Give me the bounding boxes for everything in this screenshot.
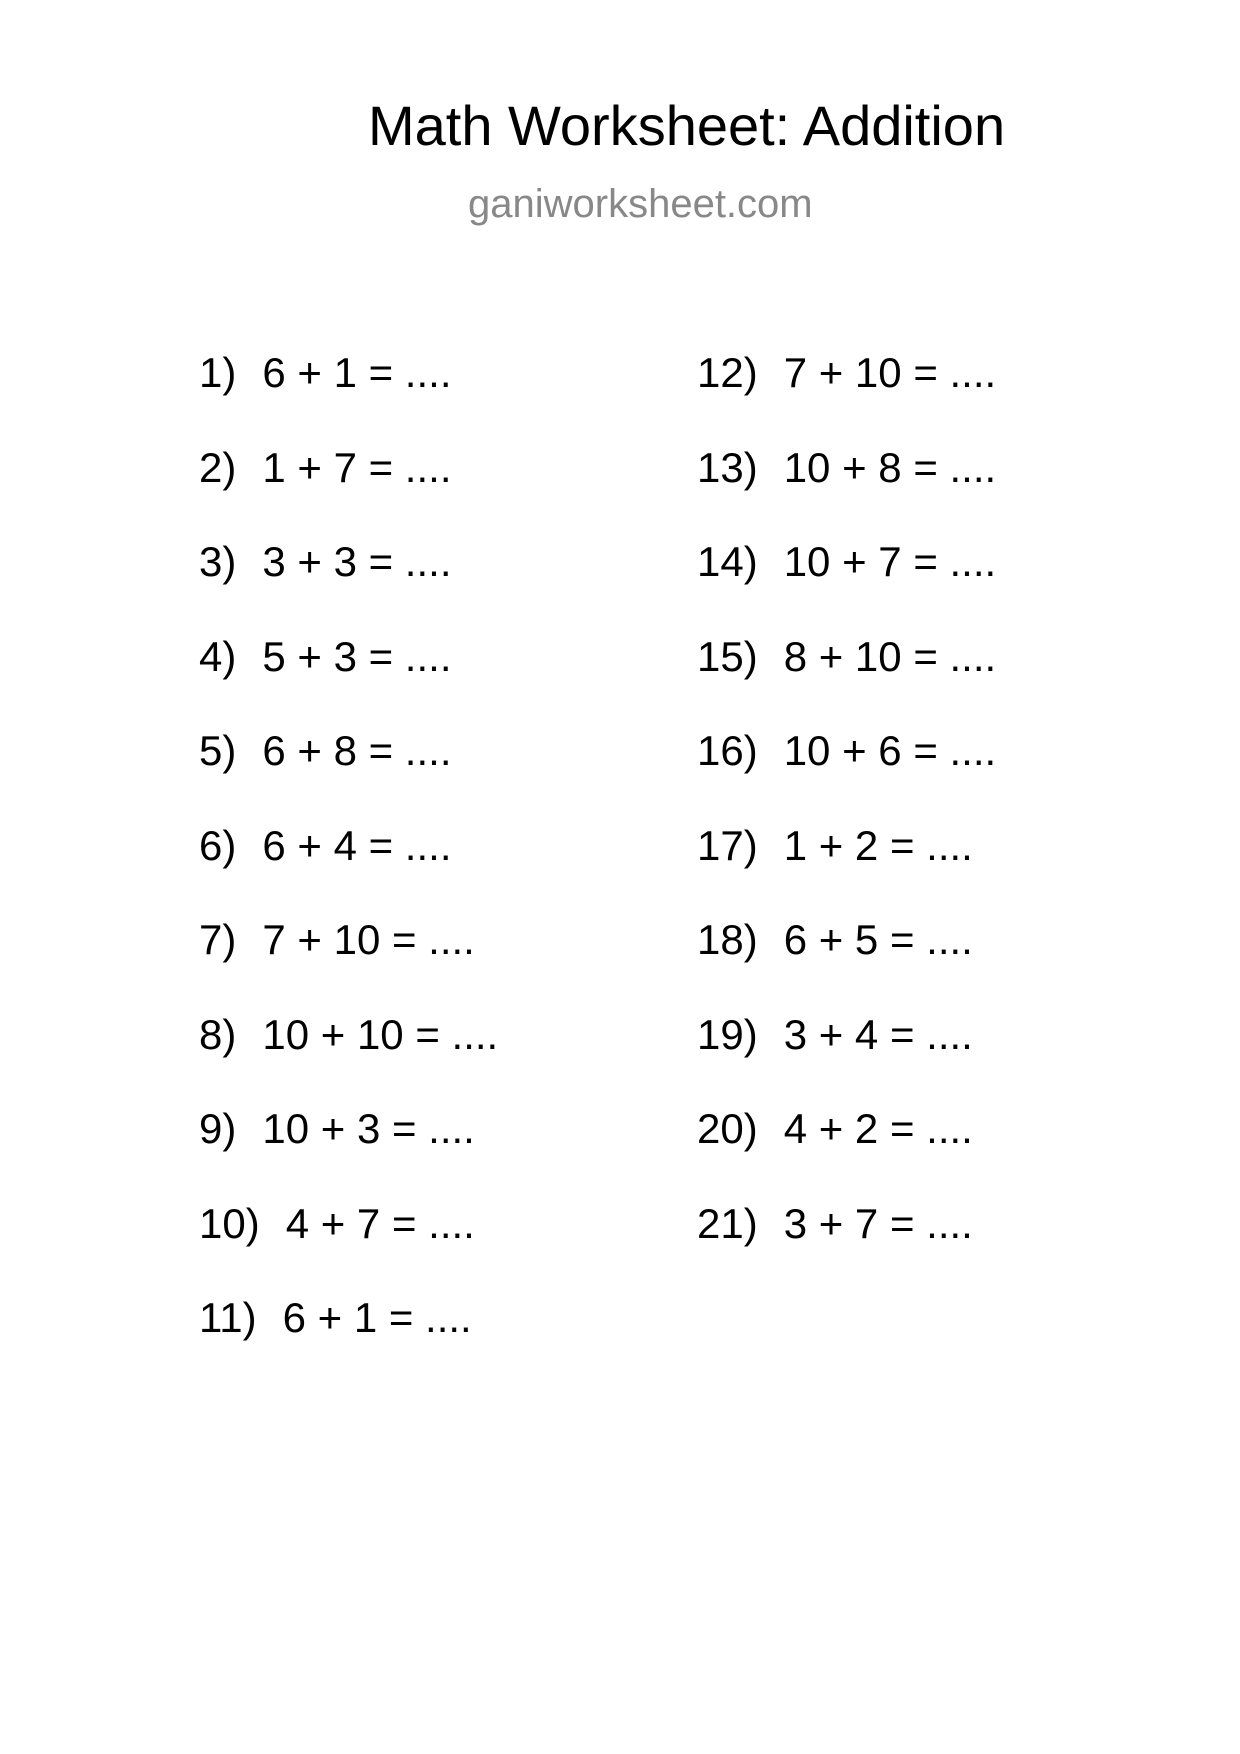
website-name: ganiworksheet.com (468, 182, 813, 226)
problem-21 (697, 1199, 996, 1298)
problem-expression: 10 + 10 = .... (262, 1010, 499, 1058)
problem-expression: 10 + 6 = .... (783, 727, 997, 774)
problem-8 (199, 1010, 499, 1109)
problem-expression: 3 + 3 = .... (262, 538, 452, 585)
problems-left-column (199, 349, 499, 1392)
problem-20 (697, 1105, 996, 1203)
problem-2 (199, 443, 498, 542)
problem-12 (697, 349, 997, 447)
problem-expression: 10 + 7 = .... (783, 538, 997, 585)
problem-expression: 7 + 10 = .... (783, 349, 997, 396)
problem-number: 13) (697, 443, 758, 491)
problem-number: 10) (199, 1199, 260, 1247)
problem-11 (199, 1294, 498, 1392)
problem-number: 20) (697, 1105, 758, 1152)
problem-15 (697, 632, 997, 731)
problem-expression: 5 + 3 = .... (262, 632, 452, 680)
problem-14 (697, 538, 997, 636)
page-title: Math Worksheet: Addition (368, 94, 1006, 157)
problem-number: 4) (199, 632, 237, 680)
problem-expression: 6 + 5 = .... (783, 916, 973, 963)
problem-number: 7) (199, 916, 237, 963)
problems-right-column (697, 349, 997, 1297)
problem-expression: 3 + 4 = .... (783, 1010, 973, 1058)
problem-number: 11) (199, 1294, 257, 1341)
problem-number: 3) (199, 538, 237, 585)
problem-expression: 1 + 2 = .... (783, 821, 973, 869)
problem-expression: 6 + 1 = .... (262, 349, 452, 396)
problem-number: 9) (199, 1105, 237, 1152)
problem-expression: 6 + 8 = .... (262, 727, 452, 774)
problem-9 (199, 1105, 498, 1203)
problem-6 (199, 821, 498, 920)
problem-16 (697, 727, 997, 825)
problem-18 (697, 916, 996, 1014)
problem-number: 8) (199, 1010, 237, 1058)
problem-expression: 8 + 10 = .... (783, 632, 997, 680)
problem-expression: 4 + 7 = .... (285, 1199, 475, 1247)
problem-expression: 3 + 7 = .... (783, 1199, 973, 1247)
problem-number: 14) (697, 538, 758, 585)
problem-number: 16) (697, 727, 758, 774)
problem-number: 17) (697, 821, 758, 869)
problem-expression: 7 + 10 = .... (262, 916, 475, 963)
problem-4 (199, 632, 498, 731)
problem-number: 5) (199, 727, 237, 774)
problem-expression: 4 + 2 = .... (783, 1105, 973, 1152)
problem-5 (199, 727, 498, 825)
problem-number: 19) (697, 1010, 758, 1058)
problem-expression: 10 + 3 = .... (262, 1105, 475, 1152)
problem-number: 15) (697, 632, 758, 680)
problem-expression: 10 + 8 = .... (783, 443, 997, 491)
problem-number: 12) (697, 349, 758, 396)
problem-13 (697, 443, 997, 542)
problem-3 (199, 538, 498, 636)
problem-expression: 6 + 1 = .... (282, 1294, 472, 1341)
problem-17 (697, 821, 996, 920)
problem-number: 1) (199, 349, 237, 396)
problem-expression: 1 + 7 = .... (262, 443, 452, 491)
problem-number: 21) (697, 1199, 758, 1247)
problem-expression: 6 + 4 = .... (262, 821, 452, 869)
problem-number: 18) (697, 916, 758, 963)
problem-19 (697, 1010, 996, 1109)
problem-number: 6) (199, 821, 237, 869)
problem-number: 2) (199, 443, 237, 491)
problem-7 (199, 916, 498, 1014)
problem-10 (199, 1199, 498, 1298)
problem-1 (199, 349, 498, 447)
